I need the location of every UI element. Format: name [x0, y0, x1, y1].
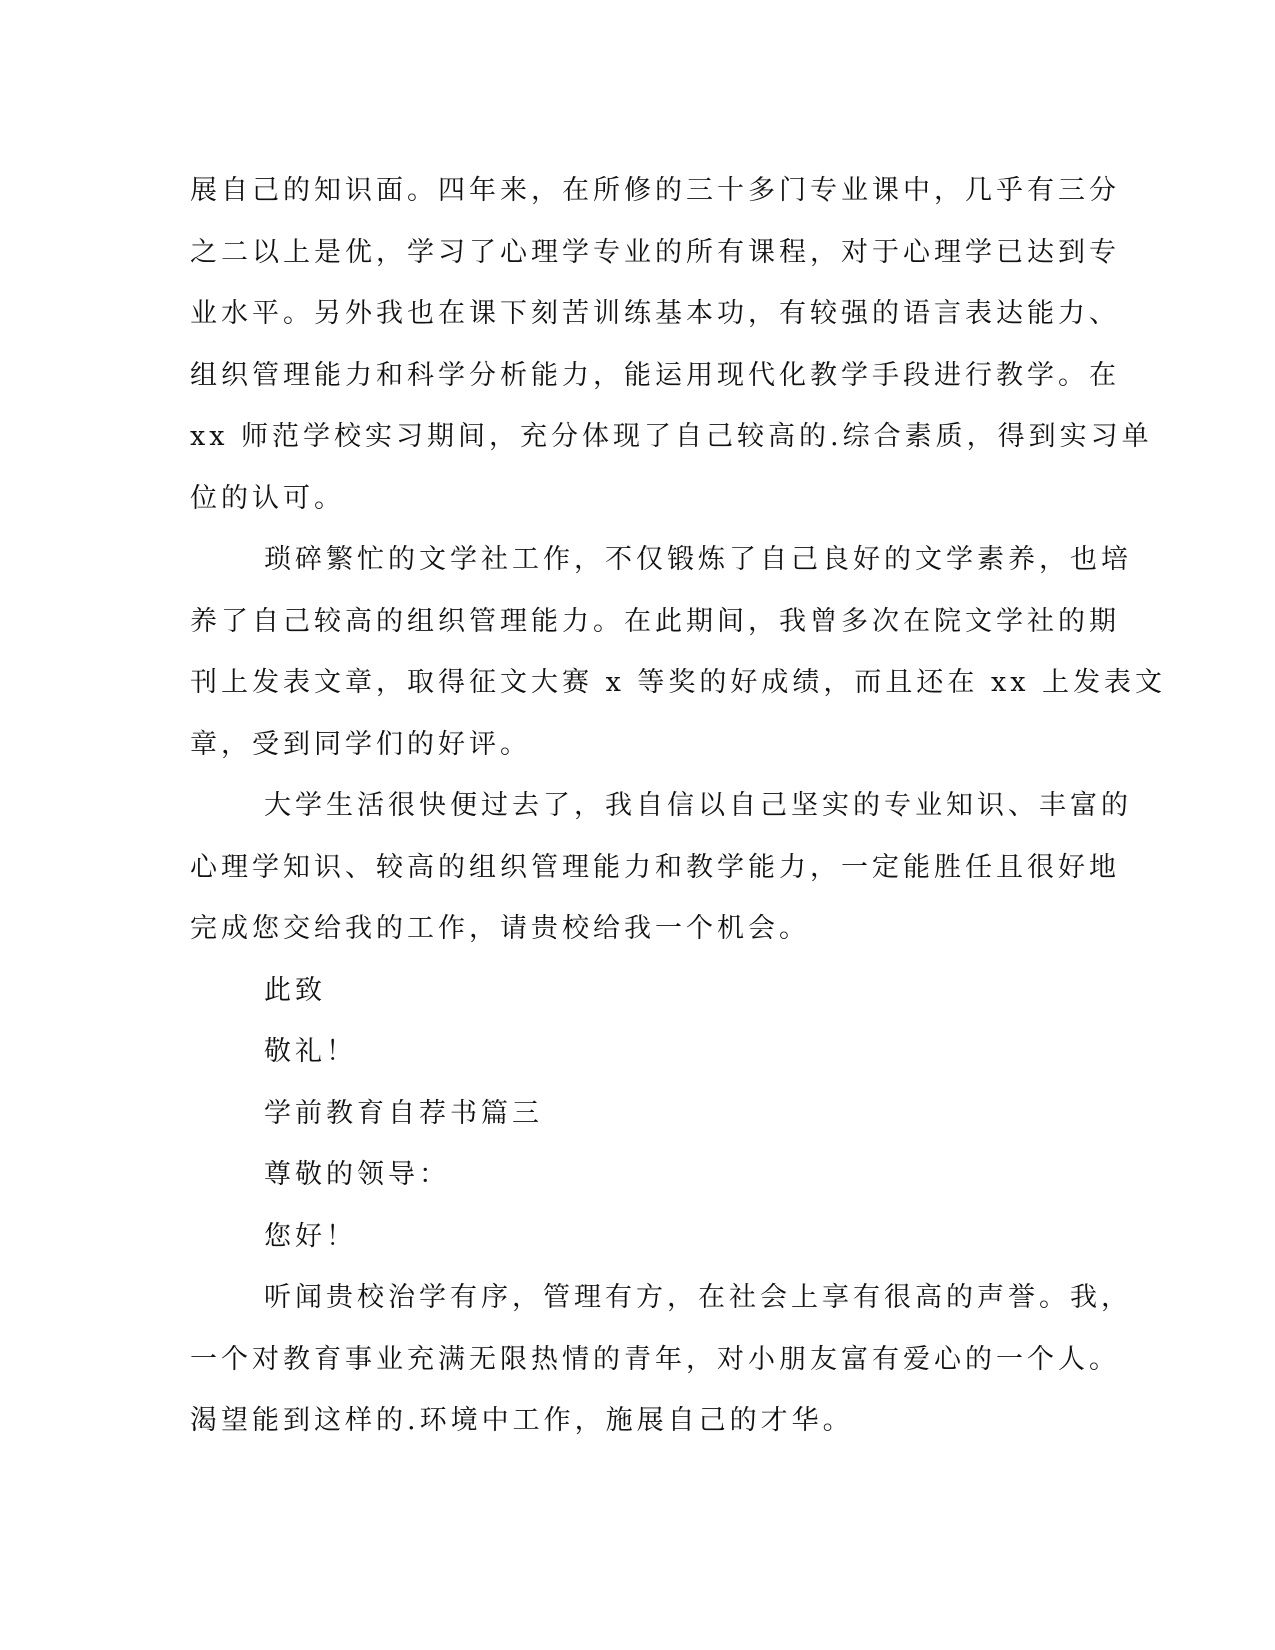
paragraph-knowledge — [190, 160, 1153, 529]
salutation: 尊敬的领导： — [264, 1159, 450, 1190]
text-line: 养了自己较高的组织管理能力。在此期间，我曾多次在院文学社的期 — [190, 605, 1120, 637]
text-line: 刊上发表文章，取得征文大赛 x 等奖的好成绩，而且还在 xx 上发表文 — [190, 667, 1167, 698]
text-line: 一个对教育事业充满无限热情的青年，对小朋友富有爱心的一个人。 — [190, 1343, 1120, 1375]
text-line: 琐碎繁忙的文学社工作，不仅锻炼了自己良好的文学素养，也培 — [264, 544, 1132, 575]
paragraph-literature-club — [190, 529, 1167, 775]
text-line: 听闻贵校治学有序，管理有方，在社会上享有很高的声誉。我， — [264, 1282, 1132, 1313]
paragraph-introduction — [190, 1267, 1132, 1452]
text-line: 位的认可。 — [190, 482, 345, 514]
text-line: xx 师范学校实习期间，充分体现了自己较高的.综合素质，得到实习单 — [190, 421, 1153, 452]
closing-line: 此致 — [264, 974, 326, 1006]
document-body — [190, 160, 1167, 1452]
text-line: 渴望能到这样的.环境中工作，施展自己的才华。 — [190, 1405, 854, 1436]
text-line: 展自己的知识面。四年来，在所修的三十多门专业课中，几乎有三分 — [190, 175, 1120, 206]
text-line: 大学生活很快便过去了，我自信以自己坚实的专业知识、丰富的 — [264, 790, 1132, 821]
text-line: 之二以上是优，学习了心理学专业的所有课程，对于心理学已达到专 — [190, 236, 1120, 268]
paragraph-conclusion — [190, 775, 1132, 960]
text-line: 组织管理能力和科学分析能力，能运用现代化教学手段进行教学。在 — [190, 359, 1120, 391]
text-line: 业水平。另外我也在课下刻苦训练基本功，有较强的语言表达能力、 — [190, 298, 1120, 329]
greeting: 您好！ — [264, 1220, 357, 1252]
text-line: 心理学知识、较高的组织管理能力和教学能力，一定能胜任且很好地 — [190, 851, 1120, 883]
text-line: 章，受到同学们的好评。 — [190, 728, 531, 760]
closing-salute: 敬礼！ — [264, 1036, 357, 1067]
text-line: 完成您交给我的工作，请贵校给我一个机会。 — [190, 913, 810, 944]
section-title: 学前教育自荐书篇三 — [264, 1097, 543, 1129]
